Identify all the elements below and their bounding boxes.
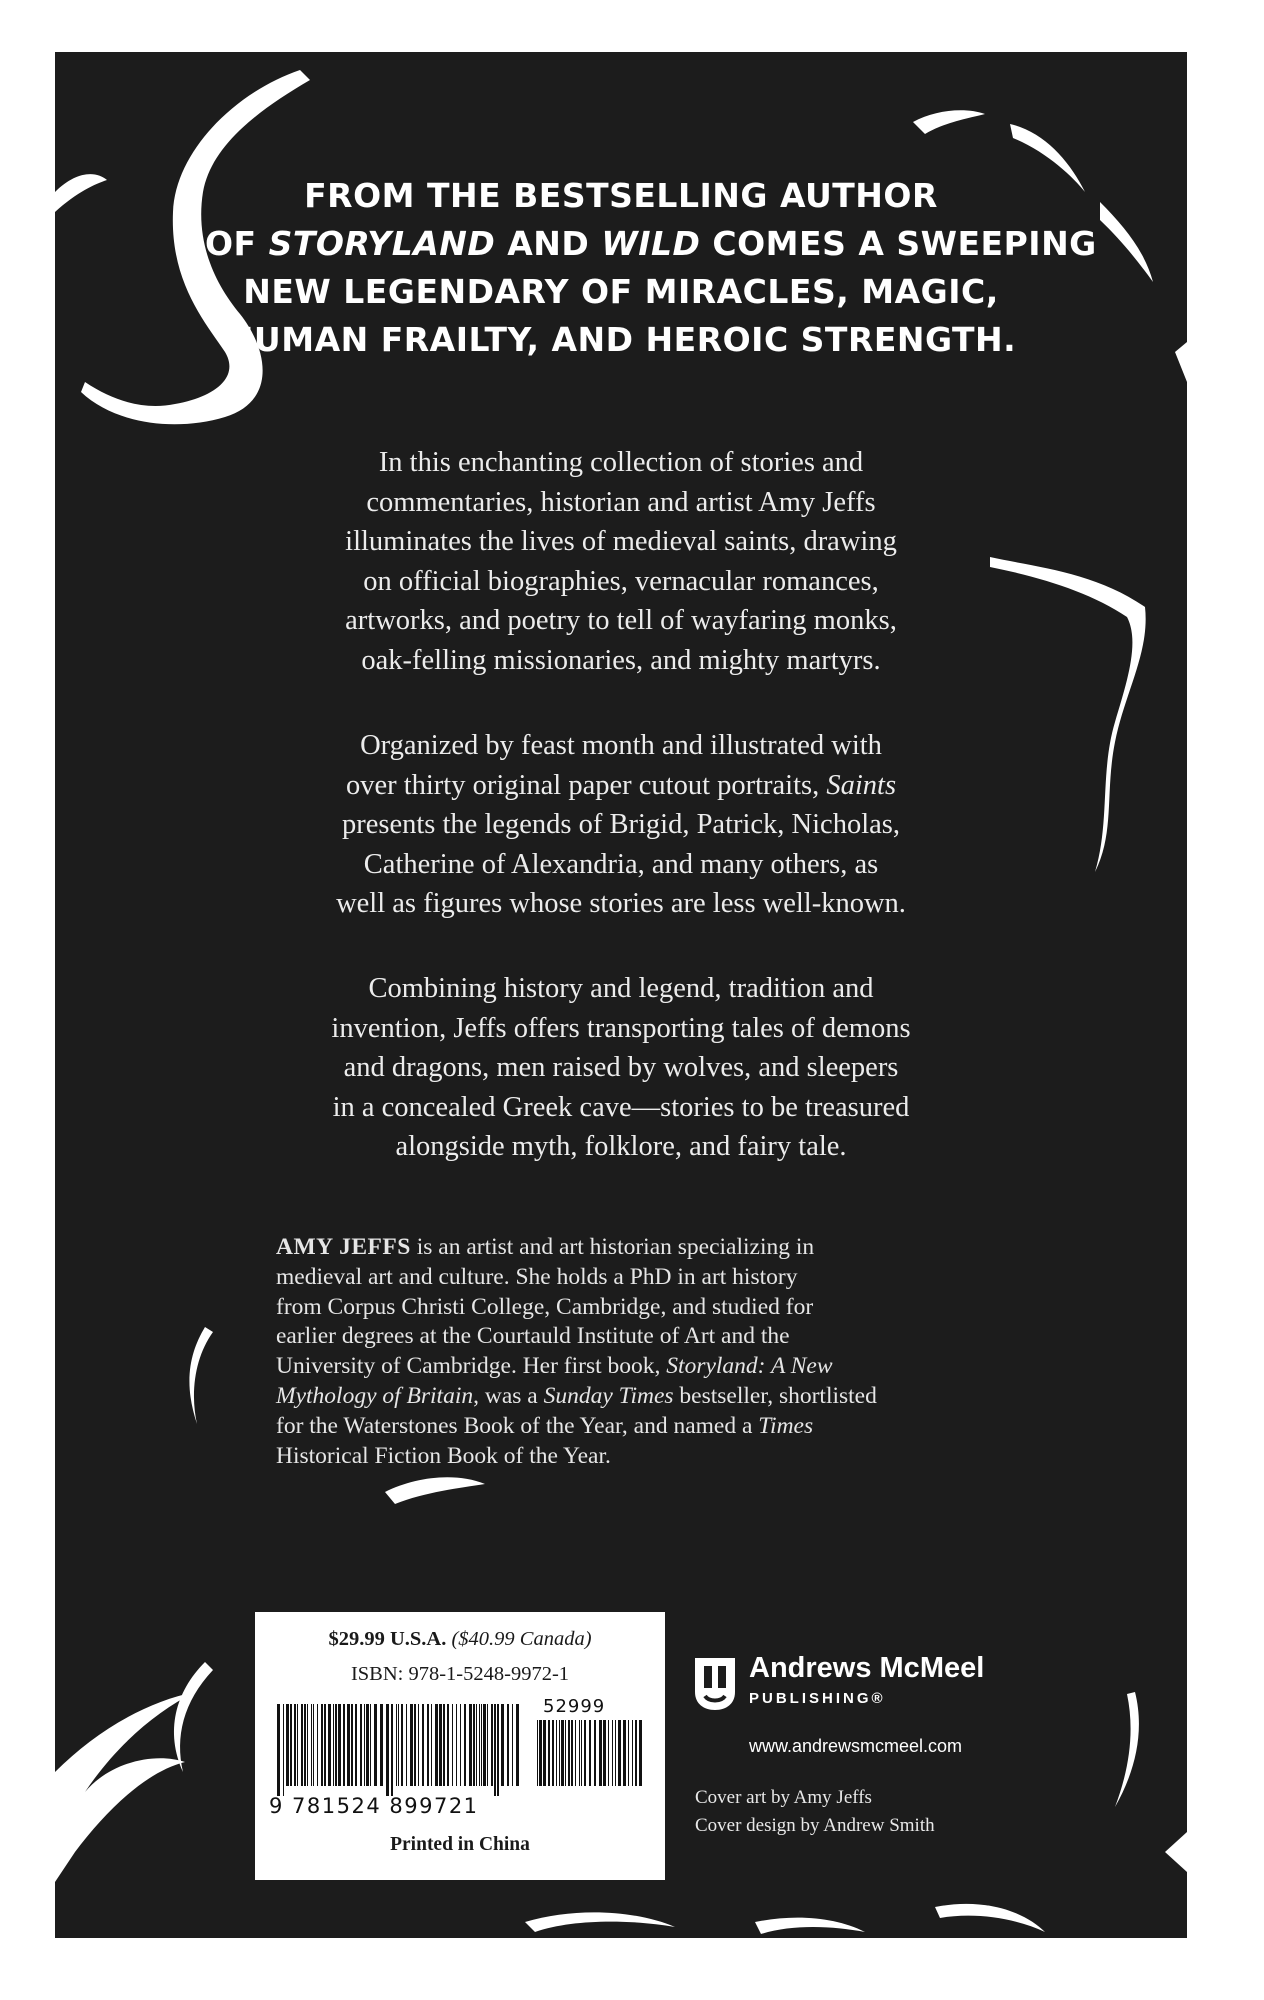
barcode-bar: [571, 1720, 573, 1786]
barcode-bar: [328, 1704, 331, 1786]
barcode-bar: [501, 1704, 504, 1786]
tagline-text: OF: [205, 224, 269, 263]
tagline-book-title: WILD: [601, 224, 701, 263]
text-line: commentaries, historian and artist Amy Jeffs: [366, 486, 876, 518]
barcode-bar: [277, 1704, 280, 1796]
addon-digits: 52999: [543, 1696, 606, 1717]
barcode-bar: [427, 1704, 429, 1786]
barcode-bar: [380, 1704, 383, 1786]
back-cover: [55, 52, 1187, 1938]
barcode-bar: [632, 1720, 633, 1786]
book-title: Saints: [826, 769, 897, 801]
barcode-bar: [360, 1704, 362, 1786]
barcode-bar: [469, 1704, 472, 1786]
barcode-bar: [335, 1704, 337, 1786]
barcode-bar: [575, 1720, 576, 1786]
barcode-bar: [366, 1704, 369, 1786]
barcode-bar: [418, 1704, 419, 1786]
ean-barcode: [275, 1704, 525, 1796]
bio-text: is an artist and art historian specializing in: [410, 1234, 815, 1260]
text-line: and dragons, men raised by wolves, and sleepers: [343, 1052, 899, 1084]
barcode-bar: [307, 1704, 308, 1786]
bio-line: [276, 1412, 996, 1442]
barcode-bar: [552, 1720, 554, 1786]
text-line: Combining history and legend, tradition and: [368, 973, 874, 1004]
barcode-bar: [443, 1704, 445, 1786]
barcode-bar: [476, 1704, 477, 1786]
tagline-line: [205, 220, 1097, 268]
barcode-bar: [398, 1704, 399, 1786]
cover-credits: [695, 1784, 935, 1840]
barcode-bar: [435, 1704, 438, 1786]
text-line: on official biographies, vernacular romances,: [363, 565, 879, 597]
barcode-bar: [347, 1704, 350, 1786]
barcode-bar: [351, 1704, 353, 1786]
barcode-bar: [491, 1704, 493, 1786]
newspaper-title: Times: [758, 1412, 814, 1439]
barcode-bar: [283, 1704, 284, 1796]
barcode-bar: [464, 1704, 466, 1786]
barcode-bar: [494, 1704, 496, 1796]
barcode-bar: [313, 1704, 314, 1786]
price-line: [255, 1628, 665, 1651]
barcode-bar: [639, 1720, 642, 1786]
text-line: Catherine of Alexandria, and many others, as: [363, 848, 879, 880]
barcode-bar: [364, 1704, 365, 1786]
publisher-url[interactable]: www.andrewsmcmeel.com: [749, 1736, 963, 1756]
barcode-bar: [599, 1720, 602, 1786]
barcode-bar: [635, 1720, 637, 1786]
barcode-bar: [401, 1704, 403, 1786]
author-name: AMY JEFFS: [276, 1234, 411, 1260]
barcode-bar: [447, 1704, 449, 1786]
tagline-text: AND: [495, 224, 602, 263]
barcode-bar: [431, 1704, 432, 1786]
barcode-bar: [559, 1720, 560, 1786]
barcode-bar: [304, 1704, 306, 1786]
barcode-bar: [516, 1704, 519, 1786]
text-line: well as figures whose stories are less well-known.: [336, 888, 906, 920]
bio-text: , was a: [473, 1382, 544, 1409]
text-line: [220, 766, 1022, 806]
publisher-name: Andrews McMeel: [749, 1652, 985, 1684]
barcode-bar: [612, 1720, 613, 1786]
barcode-bar: [543, 1720, 546, 1786]
price-barcode-box: [255, 1612, 665, 1880]
addon-barcode: [535, 1720, 647, 1796]
barcode-bar: [311, 1704, 312, 1786]
barcode-bar: [512, 1704, 513, 1786]
description-paragraph-2: [220, 726, 1022, 924]
description-paragraph-1: [220, 443, 1022, 681]
author-bio: [276, 1233, 996, 1471]
barcode-bar: [537, 1720, 538, 1786]
text-line: artworks, and poetry to tell of wayfaring monks,: [345, 605, 897, 637]
barcode-bar: [422, 1704, 424, 1786]
barcode-bar: [333, 1704, 334, 1786]
bio-text: bestseller, shortlisted: [673, 1382, 877, 1409]
barcode-bar: [452, 1704, 453, 1786]
barcode-bar: [460, 1704, 461, 1786]
barcode-bar: [414, 1704, 416, 1786]
barcode-bar: [628, 1720, 629, 1786]
credit-line: Cover design by Andrew Smith: [695, 1815, 935, 1836]
tagline: [205, 172, 1097, 364]
barcode-bar: [603, 1720, 606, 1786]
barcode-bar: [568, 1720, 570, 1786]
credit-line: Cover art by Amy Jeffs: [695, 1787, 872, 1808]
isbn: ISBN: 978-1-5248-9972-1: [350, 1663, 570, 1685]
bio-line: from Corpus Christi College, Cambridge, and studied for: [276, 1293, 814, 1320]
text-span: over thirty original paper cutout portraits,: [345, 769, 827, 801]
barcode-bar: [618, 1720, 621, 1786]
ean-digits: 9 781524 899721: [269, 1794, 479, 1818]
barcode-bar: [608, 1720, 609, 1786]
andrews-mcmeel-logo-icon: [693, 1656, 737, 1712]
barcode-bar: [321, 1704, 323, 1786]
price-us: $29.99 U.S.A.: [328, 1628, 447, 1650]
barcode-bar: [406, 1704, 407, 1786]
barcode-bar: [579, 1720, 580, 1786]
barcode-bar: [286, 1704, 289, 1786]
barcode-bar: [584, 1720, 586, 1786]
text-line: Organized by feast month and illustrated with: [360, 730, 882, 761]
bio-line: earlier degrees at the Courtauld Institute of Art and the: [276, 1323, 790, 1350]
text-line: presents the legends of Brigid, Patrick, Nicholas,: [341, 809, 900, 841]
barcode-bar: [439, 1704, 442, 1786]
barcode-bar: [487, 1704, 488, 1786]
barcode-bar: [301, 1704, 303, 1786]
barcode-bar: [290, 1704, 292, 1786]
barcode-bar: [615, 1720, 616, 1786]
tagline-line: NEW LEGENDARY OF MIRACLES, MAGIC,: [243, 272, 999, 311]
text-line: In this enchanting collection of stories and: [378, 447, 864, 478]
barcode-bar: [317, 1704, 318, 1786]
bio-text: University of Cambridge. Her first book,: [276, 1353, 667, 1380]
barcode-bar: [355, 1704, 357, 1786]
barcode-bar: [391, 1704, 393, 1796]
barcode-bar: [497, 1704, 499, 1796]
barcode-bar: [479, 1704, 480, 1786]
barcode-bar: [581, 1720, 582, 1786]
barcode-bar: [539, 1720, 542, 1786]
text-line: oak-felling missionaries, and mighty martyrs.: [361, 644, 881, 676]
bio-line: [276, 1382, 996, 1412]
barcode-bar: [594, 1720, 596, 1786]
barcode-bar: [396, 1704, 397, 1786]
barcode-bar: [473, 1704, 475, 1786]
book-title: Mythology of Britain: [276, 1382, 474, 1409]
barcode-bar: [297, 1704, 298, 1786]
barcode-bar: [507, 1704, 509, 1786]
barcode-bar: [374, 1704, 377, 1786]
description-paragraph-3: [220, 969, 1022, 1167]
price-canada: ($40.99 Canada): [451, 1628, 592, 1650]
barcode-bar: [294, 1704, 296, 1786]
barcode-bar: [338, 1704, 341, 1786]
barcode-bar: [556, 1720, 557, 1786]
bio-line: [276, 1233, 996, 1263]
barcode-bar: [483, 1704, 486, 1786]
barcode-bar: [410, 1704, 413, 1786]
tagline-line: HUMAN FRAILTY, AND HEROIC STRENGTH.: [225, 320, 1017, 359]
publisher-sub: PUBLISHING®: [749, 1690, 886, 1707]
barcode-bar: [324, 1704, 326, 1786]
barcode-bar: [343, 1704, 345, 1786]
barcode-bar: [481, 1704, 482, 1786]
tagline-book-title: STORYLAND: [268, 224, 496, 263]
bio-text: for the Waterstones Book of the Year, and named a: [276, 1412, 759, 1439]
barcode-bar: [561, 1720, 564, 1786]
tagline-text: COMES A SWEEPING: [700, 224, 1097, 263]
bio-line: Historical Fiction Book of the Year.: [276, 1442, 611, 1469]
barcode-bar: [565, 1720, 566, 1786]
tagline-line: FROM THE BESTSELLING AUTHOR: [304, 176, 938, 215]
book-title: Storyland: A New: [666, 1353, 833, 1380]
barcode-bar: [386, 1704, 389, 1796]
barcode-bar: [623, 1720, 626, 1786]
barcode-bar: [456, 1704, 457, 1786]
text-line: invention, Jeffs offers transporting tales of demons: [331, 1012, 911, 1044]
barcode-bar: [370, 1704, 371, 1786]
text-line: alongside myth, folklore, and fairy tale.: [395, 1131, 847, 1163]
barcode-bar: [548, 1720, 550, 1786]
text-line: illuminates the lives of medieval saints, drawing: [345, 526, 897, 558]
text-line: in a concealed Greek cave—stories to be treasured: [332, 1091, 910, 1123]
printed-in: Printed in China: [390, 1834, 530, 1855]
bio-line: medieval art and culture. She holds a PhD in art history: [276, 1263, 798, 1290]
bio-line: [276, 1352, 996, 1382]
newspaper-title: Sunday Times: [543, 1382, 674, 1409]
barcode-bar: [589, 1720, 591, 1786]
